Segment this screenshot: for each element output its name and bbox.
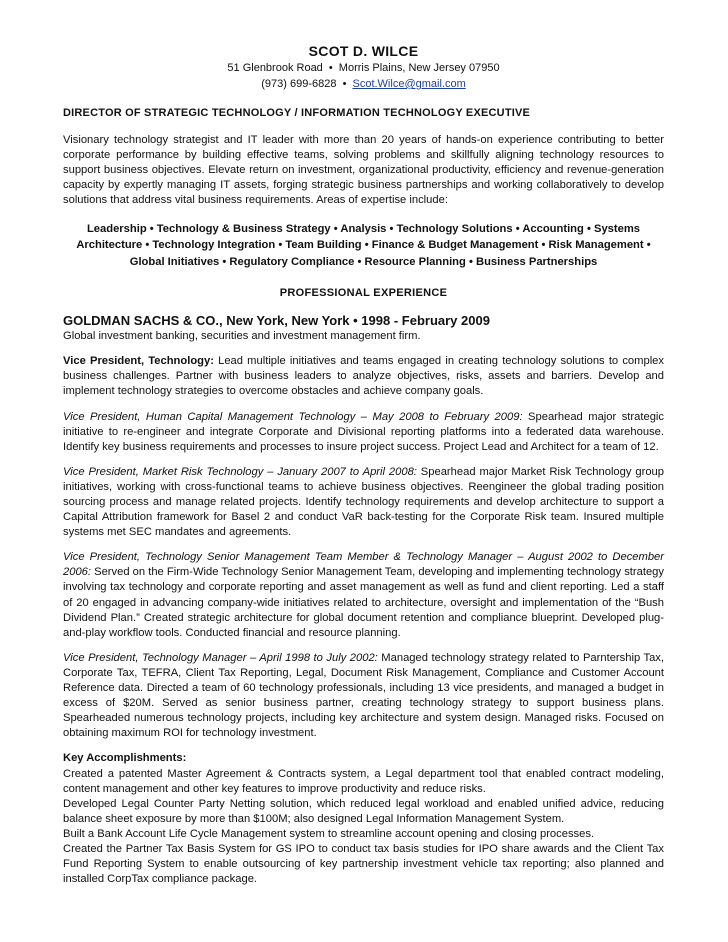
experience-section-title: PROFESSIONAL EXPERIENCE bbox=[279, 287, 448, 300]
address-street: 51 Glenbrook Road bbox=[227, 62, 323, 74]
employer-description: Global investment banking, securities and investment management firm. bbox=[63, 330, 421, 343]
expertise-item: Leadership bbox=[86, 222, 147, 235]
accomplishment-item: Developed Legal Counter Party Netting solution, which reduced legal workload and enabled unified advice, reducing balance sheet exposure by more than $100M; also designed Legal Information Management System. bbox=[63, 797, 664, 825]
accomplishment-item: Created a patented Master Agreement & Contracts system, a Legal department tool that enabled contract modeling, content management and other key features to improve productivity and reduce risks. bbox=[63, 767, 664, 795]
accomplishment-item: Created the Partner Tax Basis System for GS IPO to conduct tax basis studies for IPO share awards and the Client Tax Fund Reporting System to enable outsourcing of key partnership investment vehicle tax reporting; also planned and installed CorpTax compliance package. bbox=[63, 842, 664, 886]
bullet-separator: • bbox=[586, 222, 591, 235]
expertise-item: Risk Management bbox=[548, 239, 644, 252]
expertise-item: Systems Architecture bbox=[76, 222, 641, 252]
areas-of-expertise bbox=[63, 221, 664, 271]
role-description: Spearhead major strategic initiative to re-engineer and integrate Corporate and Divisional reporting platforms into a federated data warehouse. Identify key business requirements and processes to insure project success. Project Lead and Architect for a team of 12. bbox=[63, 410, 664, 453]
role-entry bbox=[63, 550, 664, 641]
role-description: Served on the Firm-Wide Technology Senior Management Team, developing and implementing technology strategy involving tax technology and corporate reporting and asset management as well as fund and client reporting. Led a staff of 20 engaged in advancing company-wide initiatives related to architecture, oversight and implementation of the “Bush Dividend Plan.” Created strategic architecture for global document retention and compliance blueprint. Developed plug-and-play workflow tools. Conducted financial and resource planning. bbox=[63, 566, 664, 639]
phone-number: (973) 699-6828 bbox=[261, 78, 337, 90]
expertise-item: Finance & Budget Management bbox=[371, 239, 539, 252]
role-title: Vice President, Technology Senior Management Team Member & Technology Manager – August 2002 to December 2006: bbox=[63, 551, 664, 579]
bullet-separator: • bbox=[646, 239, 651, 252]
expertise-item: Technology & Business Strategy bbox=[156, 222, 331, 235]
role-entry bbox=[63, 465, 664, 540]
bullet-separator: • bbox=[342, 78, 347, 90]
role-entry bbox=[63, 651, 664, 742]
phone-email-line bbox=[63, 76, 664, 92]
role-description: Managed technology strategy related to Parntership Tax, Corporate Tax, TEFRA, Client Tax Reporting, Legal, Document Risk Management, Compliance and Customer Account Reference data. Directed a team of 60 technology professionals, including 13 vice presidents, and managed a budget in excess of $20M. Served as senior business partner, creating technology strategy to support business plans. Spearheaded numerous technology projects, including key architecture and system design. Managed risks. Focused on obtaining maximum ROI for technology investment. bbox=[63, 651, 664, 740]
role-description: Spearhead major Market Risk Technology group initiatives, working with cross-functional teams to achieve business objectives. Reengineer the global trading position sourcing process and manage related projects. Identify technology requirements and develop architecture to support a Capital Attribution framework for Basel 2 and conduct VaR back-testing for the Corporate Risk team. Insured multiple systems met SEC mandates and agreements. bbox=[63, 465, 664, 539]
role-title: Vice President, Technology Manager – April 1998 to July 2002: bbox=[63, 651, 378, 664]
bullet-separator: • bbox=[145, 239, 150, 252]
role-entry bbox=[63, 354, 664, 399]
expertise-item: Business Partnerships bbox=[476, 255, 598, 268]
role-title: Vice President, Market Risk Technology – January 2007 to April 2008: bbox=[63, 465, 417, 478]
professional-headline: DIRECTOR OF STRATEGIC TECHNOLOGY / INFORMATION TECHNOLOGY EXECUTIVE bbox=[63, 107, 531, 119]
expertise-item: Resource Planning bbox=[364, 255, 466, 268]
expertise-item: Regulatory Compliance bbox=[229, 255, 355, 268]
role-entry bbox=[63, 410, 664, 455]
expertise-item: Team Building bbox=[285, 239, 362, 252]
expertise-item: Analysis bbox=[340, 222, 387, 235]
bullet-separator: • bbox=[515, 222, 520, 235]
bullet-separator: • bbox=[333, 222, 338, 235]
bullet-separator: • bbox=[541, 239, 546, 252]
accomplishments-heading: Key Accomplishments: bbox=[63, 752, 187, 765]
bullet-separator: • bbox=[389, 222, 394, 235]
employer-heading: GOLDMAN SACHS & CO., New York, New York • 1998 - February 2009 bbox=[63, 313, 490, 329]
bullet-separator: • bbox=[364, 239, 369, 252]
summary-paragraph: Visionary technology strategist and IT leader with more than 20 years of hands-on experience contributing to better corporate performance by building effective teams, solving problems and skillfully aligning technology resources to support business objectives. Elevate return on investment, organizational productivity, efficiency and revenue-generation capacity by expertly managing IT assets, forging strategic business partnerships and working collaboratively to develop solutions that address vital business requirements. Areas of expertise include: bbox=[63, 134, 664, 207]
bullet-separator: • bbox=[149, 222, 154, 235]
address-city: Morris Plains, New Jersey 07950 bbox=[338, 62, 500, 74]
bullet-separator: • bbox=[278, 239, 283, 252]
bullet-separator: • bbox=[222, 255, 227, 268]
accomplishment-item: Built a Bank Account Life Cycle Management system to streamline account opening and closing processes. bbox=[63, 827, 595, 840]
bullet-separator: • bbox=[328, 62, 333, 74]
role-description: Lead multiple initiatives and teams engaged in creating technology solutions to complex business challenges. Partner with business leaders to analyze objectives, risks, assets and barriers. Develop and implement technology strategies to overcome obstacles and achieve company goals. bbox=[63, 355, 664, 398]
expertise-item: Global Initiatives bbox=[129, 255, 220, 268]
role-title: Vice President, Human Capital Management Technology – May 2008 to February 2009: bbox=[63, 410, 523, 423]
candidate-name: SCOT D. WILCE bbox=[308, 43, 419, 59]
role-title: Vice President, Technology: bbox=[63, 355, 214, 368]
email-link[interactable]: Scot.Wilce@gmail.com bbox=[352, 78, 466, 90]
expertise-item: Accounting bbox=[522, 222, 584, 235]
bullet-separator: • bbox=[468, 255, 473, 268]
address-line bbox=[63, 60, 664, 76]
expertise-item: Technology Integration bbox=[152, 239, 276, 252]
bullet-separator: • bbox=[357, 255, 362, 268]
expertise-item: Technology Solutions bbox=[396, 222, 513, 235]
